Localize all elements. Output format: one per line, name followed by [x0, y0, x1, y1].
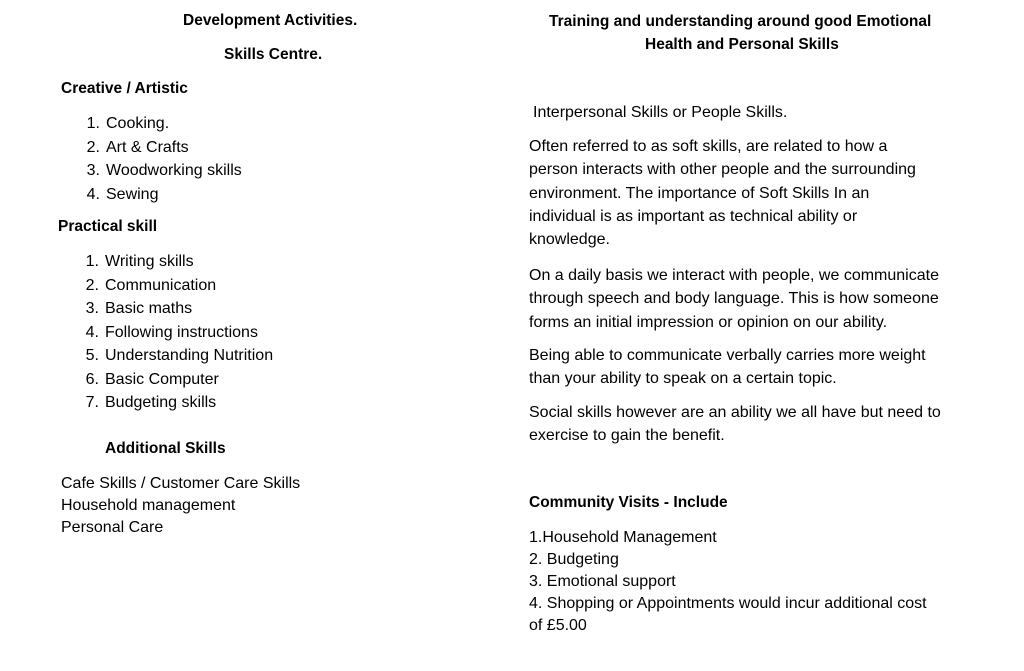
list-number: 4. — [85, 323, 99, 341]
additional-heading: Additional Skills — [105, 440, 226, 457]
paragraph-verbal-communication: Being able to communicate verbally carries more weight than your ability to speak on a certain topic. — [529, 347, 926, 388]
right-title-line2: Health and Personal Skills — [645, 36, 839, 53]
list-label: Woodworking skills — [106, 162, 242, 179]
list-item — [82, 112, 242, 136]
list-item — [82, 159, 242, 183]
list-label: Understanding Nutrition — [105, 347, 274, 364]
list-number: 2. — [85, 276, 99, 294]
list-item — [81, 391, 273, 415]
list-item: 3. Emotional support — [529, 573, 676, 590]
list-label: Communication — [105, 276, 217, 294]
list-label: Basic maths — [105, 300, 193, 317]
list-item — [81, 368, 273, 392]
list-number: 1. — [85, 253, 99, 270]
creative-list — [82, 112, 242, 206]
paragraph-daily-interaction: On a daily basis we interact with people, we communicate through speech and body language. This is how someone forms an initial impression or opinion on our ability. — [529, 267, 939, 331]
list-label: Basic Computer — [105, 370, 219, 388]
list-item — [82, 183, 242, 207]
list-label: Budgeting skills — [105, 394, 217, 411]
left-title: Development Activities. — [183, 12, 358, 29]
community-heading: Community Visits - Include — [529, 494, 728, 511]
practical-list — [81, 250, 273, 415]
list-number: 3. — [86, 162, 100, 179]
right-title-line1: Training and understanding around good Emotional — [549, 13, 932, 30]
list-number: 7. — [85, 394, 99, 411]
paragraph-social-skills: Social skills however are an ability we all have but need to exercise to gain the benefit. — [529, 404, 941, 445]
list-item: 1.Household Management — [529, 529, 717, 546]
additional-list — [61, 473, 300, 539]
list-label: Following instructions — [105, 323, 258, 341]
list-label: Art & Crafts — [106, 138, 189, 156]
list-item: of £5.00 — [529, 617, 587, 634]
list-label: Writing skills — [105, 253, 194, 270]
left-subtitle: Skills Centre. — [224, 46, 323, 63]
list-item — [81, 321, 273, 345]
practical-heading: Practical skill — [58, 218, 158, 235]
community-list — [529, 527, 927, 637]
list-number: 5. — [85, 347, 99, 364]
list-number: 1. — [86, 115, 100, 132]
list-item — [81, 274, 273, 298]
intro-text: Interpersonal Skills or People Skills. — [533, 104, 788, 121]
list-item: Household management — [61, 497, 236, 514]
list-number: 3. — [85, 300, 99, 317]
creative-heading: Creative / Artistic — [61, 80, 188, 97]
list-item — [82, 136, 242, 160]
paragraph-soft-skills: Often referred to as soft skills, are related to how a person interacts with other people and the surrounding environment. The importance of Soft Skills In an individual is as important as technical ability or knowledge. — [529, 138, 916, 249]
list-item: 4. Shopping or Appointments would incur additional cost — [529, 595, 927, 612]
list-item — [81, 344, 273, 368]
list-label: Cooking. — [106, 115, 170, 132]
list-item — [81, 297, 273, 321]
list-item: Cafe Skills / Customer Care Skills — [61, 475, 301, 492]
list-number: 4. — [86, 185, 100, 203]
list-item: Personal Care — [61, 519, 164, 536]
list-item — [81, 250, 273, 274]
list-label: Sewing — [106, 185, 159, 203]
list-number: 2. — [86, 138, 100, 156]
list-item: 2. Budgeting — [529, 551, 619, 568]
list-number: 6. — [85, 370, 99, 388]
